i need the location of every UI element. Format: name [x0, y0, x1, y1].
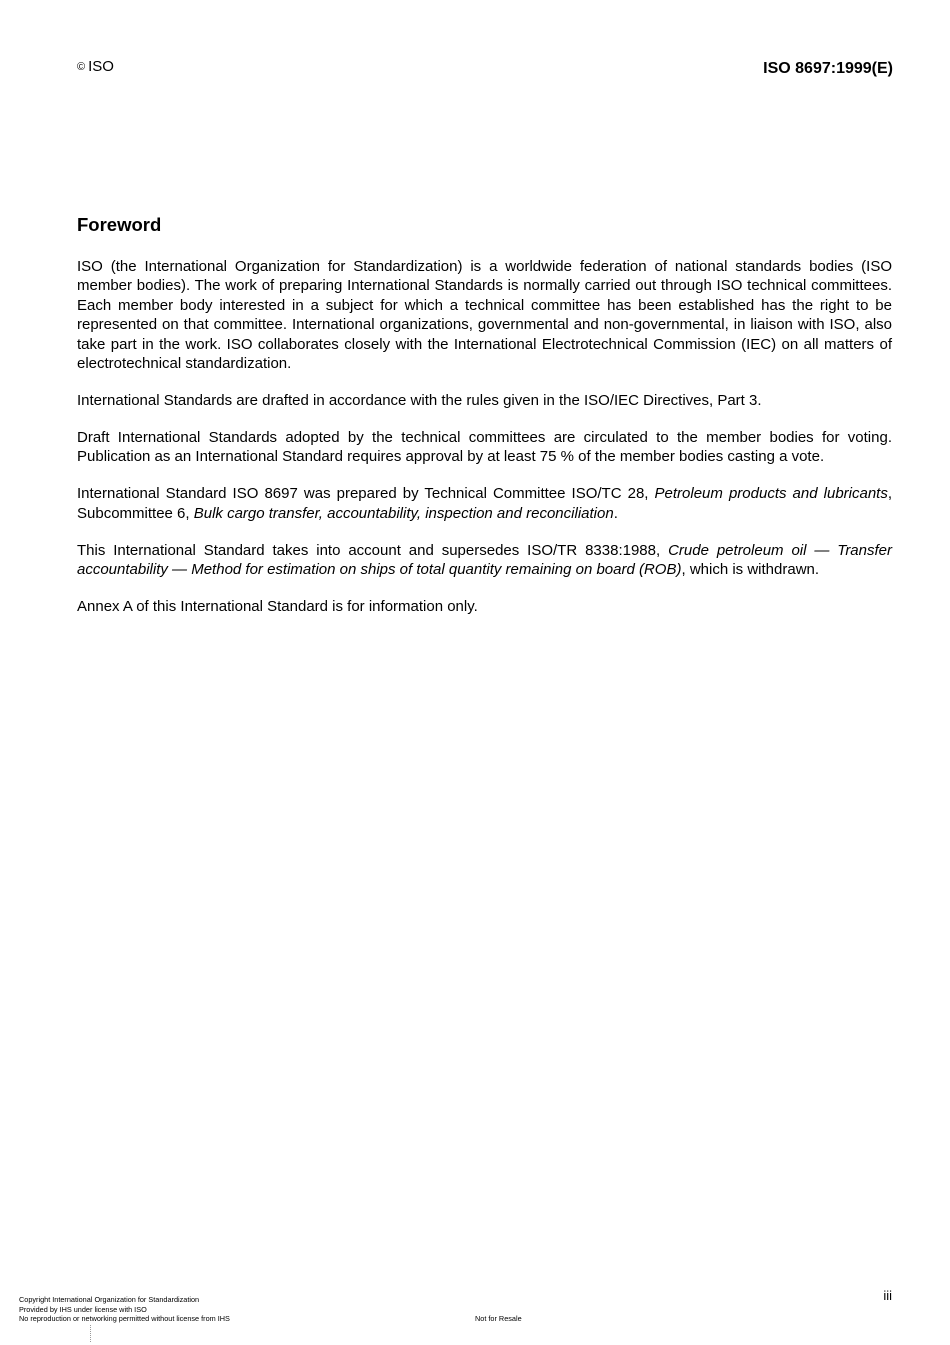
footer-copyright-line: Copyright International Organization for Standardization: [19, 1295, 200, 1304]
copyright-org: ISO: [88, 58, 114, 75]
copyright-symbol: ©: [77, 61, 86, 73]
not-for-resale: Not for Resale: [475, 1314, 522, 1323]
supersedes-text-2: , which is withdrawn.: [681, 561, 820, 579]
footer-provided-line: Provided by IHS under license with ISO: [19, 1304, 147, 1314]
preparation-text-1: International Standard ISO 8697 was prepared by Technical Committee ISO/TC 28,: [77, 485, 655, 503]
page-number: iii: [883, 1288, 892, 1303]
paragraph-directives: International Standards are drafted in accordance with the rules given in the ISO/IEC Directives, Part 3.: [77, 392, 762, 410]
footer-reproduction-line: No reproduction or networking permitted without license from IHS: [19, 1314, 230, 1323]
paragraph-preparation: [77, 484, 892, 523]
paragraph-iso-description: ISO (the International Organization for Standardization) is a worldwide federation of national standards bodies (ISO member bodies). The work of preparing International Standards is normally carried out through ISO technical committees. Each member body interested in a subject for which a technical committee has been established has the right to be represented on that committee. International organizations, governmental and non-governmental, in liaison with ISO, also take part in the work. ISO collaborates closely with the International Electrotechnical Commission (IEC) on all matters of electrotechnical standardization.: [77, 258, 892, 373]
paragraph-voting: Draft International Standards adopted by the technical committees are circulated to the member bodies for voting. Publication as an International Standard requires approval by at least 75 % of the member bodies casting a vote.: [77, 429, 892, 466]
subcommittee-title: Bulk cargo transfer, accountability, inspection and reconciliation: [193, 504, 614, 522]
paragraph-annex: Annex A of this International Standard is for information only.: [77, 598, 478, 616]
dotted-divider: [90, 1325, 92, 1342]
preparation-text-2: , Subcommittee 6,: [77, 485, 893, 522]
supersedes-text-1: This International Standard takes into account and supersedes ISO/TR 8338:1988,: [77, 541, 669, 559]
foreword-body: [77, 257, 892, 634]
committee-title: Petroleum products and lubricants: [654, 485, 888, 503]
paragraph-supersedes: [77, 541, 892, 580]
superseded-document-title: Crude petroleum oil — Transfer accountability — Method for estimation on ships of total quantity remaining on board (ROB): [77, 541, 893, 579]
section-title: Foreword: [77, 214, 162, 235]
standard-id: ISO 8697:1999(E): [763, 60, 893, 77]
preparation-text-3: .: [613, 504, 618, 522]
copyright-header: [77, 58, 114, 76]
license-footer: [19, 1295, 230, 1324]
